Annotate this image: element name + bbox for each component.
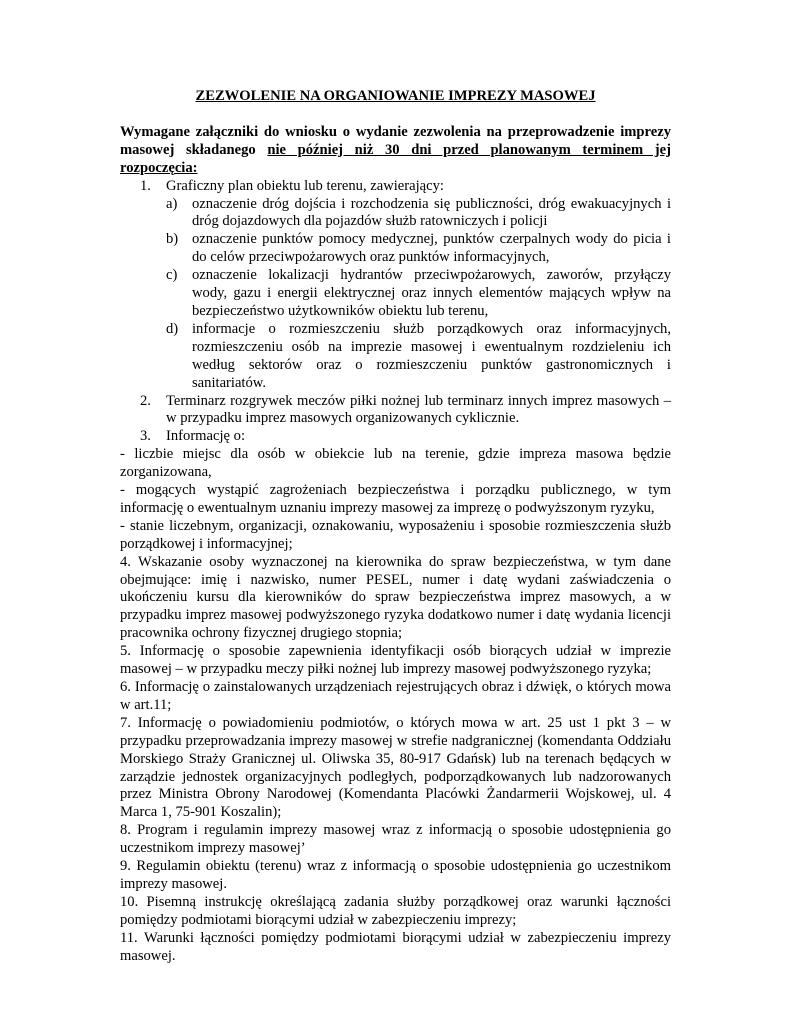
- sublist-text: oznaczenie punktów pomocy medycznej, punktów czerpalnych wody do picia i do celów przeciwpożarowych oraz punktów informacyjnych,: [192, 231, 671, 266]
- paragraph-11: 11. Warunki łączności pomiędzy podmiotami biorącymi udział w zabezpieczeniu imprezy masowej.: [120, 929, 671, 964]
- paragraph-7: 7. Informację o powiadomieniu podmiotów, o których mowa w art. 25 ust 1 pkt 3 – w przypadku przeprowadzania imprezy masowej w strefie nadgranicznej (komendanta Oddziału Morskiego Straży Granicznej ul. Oliwska 35, 80-917 Gdańsk) lub na terenach będących w zarządzie jednostek organizacyjnych podległych, podporządkowanych lub nadzorowanych przez Ministra Obrony Narodowej (Komendanta Placówki Żandarmerii Wojskowej, ul. 4 Marca 1, 75-901 Koszalin);: [120, 714, 671, 821]
- sublist-item-a: [120, 196, 671, 232]
- paragraph-10: 10. Pisemną instrukcję określającą zadania służby porządkowej oraz warunki łączności pomiędzy podmiotami biorącymi udział w zabezpieczeniu imprezy;: [120, 893, 671, 928]
- list-item-1: [120, 178, 671, 196]
- sublist-item-b: [120, 231, 671, 267]
- sublist-letter: a): [166, 195, 178, 212]
- sublist-item-c: [120, 267, 671, 321]
- sublist-letter: b): [166, 231, 179, 248]
- paragraph-9: 9. Regulamin obiektu (terenu) wraz z informacją o sposobie udostępnienia go uczestnikom imprezy masowej.: [120, 858, 671, 892]
- sublist-text: oznaczenie dróg dojścia i rozchodzenia się publiczności, dróg ewakuacyjnych i dróg dojazdowych dla pojazdów służb ratowniczych i policji: [192, 195, 671, 230]
- sublist-text: informacje o rozmieszczeniu służb porządkowych oraz informacyjnych, rozmieszczeniu osób na imprezie masowej i ewentualnym rozdzieleniu ich według sektorów oraz o rozmieszczeniu punktów gastronomicznych i sanitariatów.: [192, 320, 671, 391]
- sublist-text: oznaczenie lokalizacji hydrantów przeciwpożarowych, zaworów, przyłączy wody, gazu i energii elektrycznej oraz innych elementów mających wpływ na bezpieczeństwo użytkowników obiektu lub terenu,: [192, 267, 671, 319]
- intro-deadline: nie później niż 30 dni przed planowanym terminem jej rozpoczęcia:: [120, 141, 671, 176]
- paragraph-8: 8. Program i regulamin imprezy masowej wraz z informacją o sposobie udostępnienia go uczestnikom imprezy masowej’: [120, 822, 671, 857]
- list-number: 3.: [140, 428, 151, 445]
- dash-item-threats: - mogących wystąpić zagrożeniach bezpieczeństwa i porządku publicznego, w tym informację o ewentualnym uznaniu imprezy masowej za imprezę o podwyższonym ryzyku,: [120, 482, 671, 516]
- paragraph-6: 6. Informację o zainstalowanych urządzeniach rejestrujących obraz i dźwięk, o których mowa w art.11;: [120, 679, 671, 713]
- sublist-item-d: [120, 321, 671, 393]
- document-title: ZEZWOLENIE NA ORGANIOWANIE IMPREZY MASOWEJ: [195, 88, 596, 104]
- intro-text: Wymagane załączniki do wniosku o wydanie zezwolenia na przeprowadzenie imprezy masowej składanego: [120, 123, 671, 158]
- list-text: Graficzny plan obiektu lub terenu, zawierający:: [166, 177, 444, 194]
- list-text: Informację o:: [166, 428, 246, 445]
- list-number: 1.: [140, 177, 151, 194]
- list-text: Terminarz rozgrywek meczów piłki nożnej lub terminarz innych imprez masowych – w przypadku imprez masowych organizowanych cyklicznie.: [166, 392, 671, 427]
- sublist-letter: c): [166, 267, 178, 284]
- list-item-3: [120, 428, 671, 446]
- sublist-letter: d): [166, 320, 179, 337]
- intro-paragraph: [120, 124, 671, 178]
- list-item-2: [120, 393, 671, 429]
- dash-item-seats: - liczbie miejsc dla osób w obiekcie lub na terenie, gdzie impreza masowa będzie zorganizowana,: [120, 446, 671, 481]
- dash-item-services: - stanie liczebnym, organizacji, oznakowaniu, wyposażeniu i sposobie rozmieszczenia służb porządkowej i informacyjnej;: [120, 517, 671, 552]
- paragraph-4: 4. Wskazanie osoby wyznaczonej na kierownika do spraw bezpieczeństwa, w tym dane obejmujące: imię i nazwisko, numer PESEL, numer i datę wydani zaświadczenia o ukończeniu kursu dla kierowników do spraw bezpieczeństwa imprez masowych, a w przypadku imprez masowej podwyższonego ryzyka dodatkowo numer i datę wydania licencji pracownika ochrony fizycznej drugiego stopnia;: [120, 553, 671, 642]
- list-number: 2.: [140, 392, 151, 409]
- paragraph-5: 5. Informację o sposobie zapewnienia identyfikacji osób biorących udział w imprezie masowej – w przypadku meczy piłki nożnej lub imprezy masowej podwyższonego ryzyka;: [120, 643, 671, 678]
